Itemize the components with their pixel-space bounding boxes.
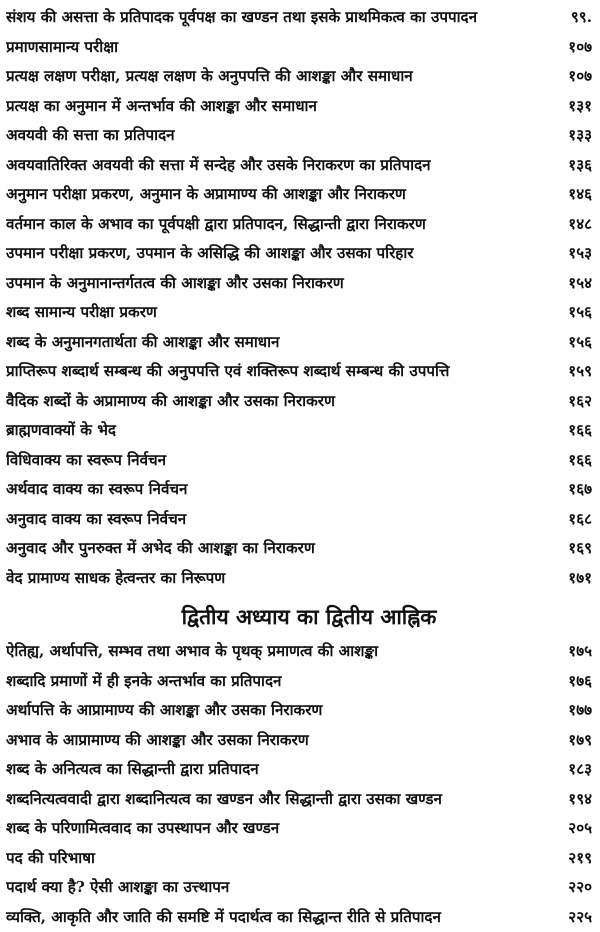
toc-entry-page-number: १७९	[528, 726, 592, 756]
toc-entry	[6, 416, 592, 446]
toc-entry-page-number: १६८	[528, 505, 592, 535]
toc-entry-title: अर्थवाद वाक्य का स्वरूप निर्वचन	[6, 475, 528, 505]
toc-entry-page-number: १९४	[528, 785, 592, 815]
toc-entry	[6, 239, 592, 269]
toc-entry-title: शब्द के अनुमानगतार्थता की आशङ्का और समाधान	[6, 328, 528, 358]
toc-entry-page-number: २२५	[528, 903, 592, 932]
toc-entry	[6, 92, 592, 122]
toc-entry-title: शब्द सामान्य परीक्षा प्रकरण	[6, 298, 528, 328]
toc-entry	[6, 328, 592, 358]
toc-entry-page-number: २१९	[528, 844, 592, 874]
toc-entry-title: शब्दनित्यत्ववादी द्वारा शब्दानित्यत्व का खण्डन और सिद्धान्ती द्वारा उसका खण्डन	[6, 785, 528, 815]
toc-entry	[6, 755, 592, 785]
toc-entry-page-number: १४८	[528, 210, 592, 240]
toc-entry	[6, 903, 592, 932]
toc-entry-title: शब्द के परिणामित्ववाद का उपस्थापन और खण्डन	[6, 814, 528, 844]
toc-entry-title: अनुवाद वाक्य का स्वरूप निर्वचन	[6, 505, 528, 535]
toc-entry-title: संशय की असत्ता के प्रतिपादक पूर्वपक्ष का खण्डन तथा इसके प्राथमिकत्व का उपपादन	[6, 3, 528, 33]
toc-entry	[6, 667, 592, 697]
toc-entry-page-number: १७५	[528, 637, 592, 667]
toc-entry-page-number: १५६	[528, 328, 592, 358]
toc-entry-page-number: १५९	[528, 357, 592, 387]
toc-entry-title: वर्तमान काल के अभाव का पूर्वपक्षी द्वारा प्रतिपादन, सिद्धान्ती द्वारा निराकरण	[6, 210, 528, 240]
toc-entry-page-number: १५४	[528, 269, 592, 299]
toc-entry	[6, 785, 592, 815]
toc-entry-page-number: १७६	[528, 667, 592, 697]
toc-entry-page-number: १७१	[528, 564, 592, 594]
toc-entry-title: प्राप्तिरूप शब्दार्थ सम्बन्ध की अनुपपत्ति एवं शक्तिरूप शब्दार्थ सम्बन्ध की उपपत्ति	[6, 357, 528, 387]
toc-entry	[6, 151, 592, 181]
toc-entry-title: अभाव के आप्रामाण्य की आशङ्का और उसका निराकरण	[6, 726, 528, 756]
toc-entry-page-number: १८३	[528, 755, 592, 785]
toc-entry	[6, 564, 592, 594]
toc-entry-title: ऐतिह्य, अर्थापत्ति, सम्भव तथा अभाव के पृथक् प्रमाणत्व की आशङ्का	[6, 637, 528, 667]
toc-entry-page-number: १६७	[528, 475, 592, 505]
toc-entry-page-number: १५६	[528, 298, 592, 328]
toc-entry	[6, 446, 592, 476]
toc-entry	[6, 726, 592, 756]
toc-entry-title: शब्दादि प्रमाणों में ही इनके अन्तर्भाव का प्रतिपादन	[6, 667, 528, 697]
toc-entry	[6, 269, 592, 299]
toc-entry	[6, 62, 592, 92]
toc-entry	[6, 357, 592, 387]
toc-entry-page-number: १३६	[528, 151, 592, 181]
toc-entry	[6, 534, 592, 564]
toc-entry-page-number: १६२	[528, 387, 592, 417]
toc-entry	[6, 180, 592, 210]
toc-entry-title: अनुमान परीक्षा प्रकरण, अनुमान के अप्रामाण्य की आशङ्का और निराकरण	[6, 180, 528, 210]
toc-entry-page-number: १५३	[528, 239, 592, 269]
toc-entry	[6, 475, 592, 505]
toc-entry	[6, 121, 592, 151]
toc-entry-title: ब्राह्मणवाक्यों के भेद	[6, 416, 528, 446]
toc-entry-page-number: १६६	[528, 416, 592, 446]
toc-entry-page-number: २०५	[528, 814, 592, 844]
toc-entry-page-number: १७७	[528, 696, 592, 726]
toc-entry-title: शब्द के अनित्यत्व का सिद्धान्ती द्वारा प्रतिपादन	[6, 755, 528, 785]
toc-entry-title: उपमान के अनुमानान्तर्गतत्व की आशङ्का और उसका निराकरण	[6, 269, 528, 299]
toc-entry-title: व्यक्ति, आकृति और जाति की समष्टि में पदार्थत्व का सिद्धान्त रीति से प्रतिपादन	[6, 903, 528, 932]
toc-entry-page-number: १३१	[528, 92, 592, 122]
toc-entry	[6, 210, 592, 240]
toc-entry	[6, 387, 592, 417]
toc-entry	[6, 33, 592, 63]
toc-section-2	[6, 637, 592, 932]
toc-entry-title: पदार्थ क्या है? ऐसी आशङ्का का उत्त्थापन	[6, 873, 528, 903]
toc-entry-title: अवयवातिरिक्त अवयवी की सत्ता में सन्देह और उसके निराकरण का प्रतिपादन	[6, 151, 528, 181]
toc-entry	[6, 505, 592, 535]
toc-entry-title: प्रत्यक्ष लक्षण परीक्षा, प्रत्यक्ष लक्षण के अनुपपत्ति की आशङ्का और समाधान	[6, 62, 528, 92]
toc-entry	[6, 844, 592, 874]
toc-entry-title: पद की परिभाषा	[6, 844, 528, 874]
toc-section-1	[6, 3, 592, 593]
toc-entry-title: अवयवी की सत्ता का प्रतिपादन	[6, 121, 528, 151]
toc-entry-title: प्रत्यक्ष का अनुमान में अन्तर्भाव की आशङ्का और समाधान	[6, 92, 528, 122]
toc-entry-page-number: १३३	[528, 121, 592, 151]
toc-entry-title: अनुवाद और पुनरुक्त में अभेद की आशङ्का का निराकरण	[6, 534, 528, 564]
toc-entry-title: अर्थापत्ति के आप्रामाण्य की आशङ्का और उसका निराकरण	[6, 696, 528, 726]
toc-entry-page-number: २२०	[528, 873, 592, 903]
toc-entry-page-number: १६६	[528, 446, 592, 476]
section-heading: द्वितीय अध्याय का द्वितीय आह्निक	[6, 593, 592, 637]
toc-entry-page-number: ९९.	[528, 3, 592, 33]
toc-entry-page-number: १६९	[528, 534, 592, 564]
toc-entry	[6, 298, 592, 328]
toc-entry-page-number: १०७	[528, 62, 592, 92]
toc-entry-title: प्रमाणसामान्य परीक्षा	[6, 33, 528, 63]
toc-entry	[6, 814, 592, 844]
toc-entry-page-number: १०७	[528, 33, 592, 63]
toc-entry	[6, 3, 592, 33]
toc-entry	[6, 637, 592, 667]
toc-entry-title: वैदिक शब्दों के अप्रामाण्य की आशङ्का और उसका निराकरण	[6, 387, 528, 417]
toc-entry	[6, 873, 592, 903]
toc-entry-title: विधिवाक्य का स्वरूप निर्वचन	[6, 446, 528, 476]
toc-entry-title: वेद प्रामाण्य साधक हेत्वन्तर का निरूपण	[6, 564, 528, 594]
toc-entry	[6, 696, 592, 726]
toc-entry-title: उपमान परीक्षा प्रकरण, उपमान के असिद्धि की आशङ्का और उसका परिहार	[6, 239, 528, 269]
toc-entry-page-number: १४६	[528, 180, 592, 210]
